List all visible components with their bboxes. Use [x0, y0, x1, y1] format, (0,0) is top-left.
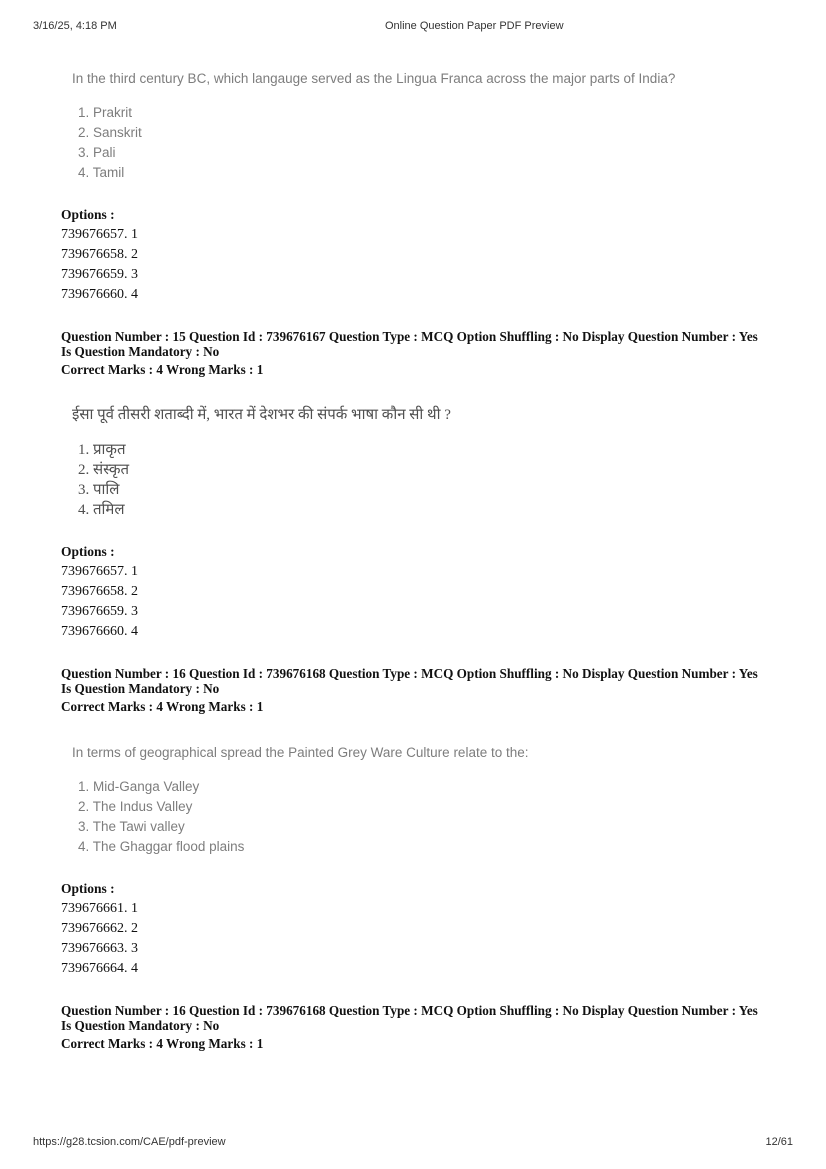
option-id: 739676660. 4: [61, 287, 138, 302]
choice-item: 4. तमिल: [78, 502, 125, 518]
choice-item: 3. पालि: [78, 482, 120, 498]
option-id: 739676658. 2: [61, 247, 138, 262]
choice-item: 2. The Indus Valley: [78, 799, 193, 814]
option-id: 739676663. 3: [61, 941, 138, 956]
question-text: In terms of geographical spread the Painted Grey Ware Culture relate to the:: [72, 745, 529, 760]
footer-page-indicator: 12/61: [765, 1136, 793, 1148]
option-id: 739676664. 4: [61, 961, 138, 976]
meta-marks-line: Correct Marks : 4 Wrong Marks : 1: [61, 362, 264, 377]
options-label: Options :: [61, 207, 115, 222]
meta-marks-line: Correct Marks : 4 Wrong Marks : 1: [61, 1036, 264, 1051]
question-meta: [61, 1003, 773, 1051]
meta-line-1: Question Number : 16 Question Id : 739676168 Question Type : MCQ Option Shuffling : No Display Question Number : Yes: [61, 1003, 758, 1018]
option-id: 739676660. 4: [61, 624, 138, 639]
option-id: 739676657. 1: [61, 564, 138, 579]
question-text: In the third century BC, which langauge served as the Lingua Franca across the major parts of India?: [72, 71, 676, 86]
choice-item: 4. Tamil: [78, 165, 125, 180]
meta-line-1: Question Number : 16 Question Id : 739676168 Question Type : MCQ Option Shuffling : No Display Question Number : Yes: [61, 666, 758, 681]
question-paper-page: [61, 70, 773, 1081]
choice-item: 1. Prakrit: [78, 105, 133, 120]
meta-line-2: Is Question Mandatory : No: [61, 344, 220, 359]
option-id: 739676661. 1: [61, 901, 138, 916]
option-id: 739676658. 2: [61, 584, 138, 599]
question-block-q15-english: [61, 70, 773, 377]
options-id-block: [61, 205, 773, 305]
options-id-block: [61, 542, 773, 642]
choice-item: 3. Pali: [78, 145, 116, 160]
choice-item: 2. Sanskrit: [78, 125, 142, 140]
choice-item: 3. The Tawi valley: [78, 819, 185, 834]
question-block-q15-hindi: [61, 407, 773, 714]
print-footer: [33, 1136, 793, 1150]
question-block-q16-english: [61, 744, 773, 1051]
options-id-block: [61, 879, 773, 979]
choice-item: 4. The Ghaggar flood plains: [78, 839, 245, 854]
meta-marks-line: Correct Marks : 4 Wrong Marks : 1: [61, 699, 264, 714]
options-label: Options :: [61, 544, 115, 559]
option-id: 739676659. 3: [61, 267, 138, 282]
choice-item: 1. Mid-Ganga Valley: [78, 779, 200, 794]
meta-line-1: Question Number : 15 Question Id : 739676167 Question Type : MCQ Option Shuffling : No Display Question Number : Yes: [61, 329, 758, 344]
header-datetime: 3/16/25, 4:18 PM: [33, 20, 117, 32]
question-meta: [61, 329, 773, 377]
choice-item: 1. प्राकृत: [78, 442, 126, 458]
question-text: ईसा पूर्व तीसरी शताब्दी में, भारत में देशभर की संपर्क भाषा कौन सी थी ?: [72, 407, 451, 423]
choice-list: [78, 103, 773, 183]
footer-url: https://g28.tcsion.com/CAE/pdf-preview: [33, 1136, 226, 1148]
choice-list: [78, 777, 773, 857]
question-meta: [61, 666, 773, 714]
meta-line-2: Is Question Mandatory : No: [61, 1018, 220, 1033]
option-id: 739676657. 1: [61, 227, 138, 242]
option-id: 739676662. 2: [61, 921, 138, 936]
meta-line-2: Is Question Mandatory : No: [61, 681, 220, 696]
header-title: Online Question Paper PDF Preview: [385, 20, 564, 32]
options-label: Options :: [61, 881, 115, 896]
print-header: [33, 20, 793, 34]
choice-item: 2. संस्कृत: [78, 462, 130, 478]
choice-list: [78, 440, 773, 520]
option-id: 739676659. 3: [61, 604, 138, 619]
